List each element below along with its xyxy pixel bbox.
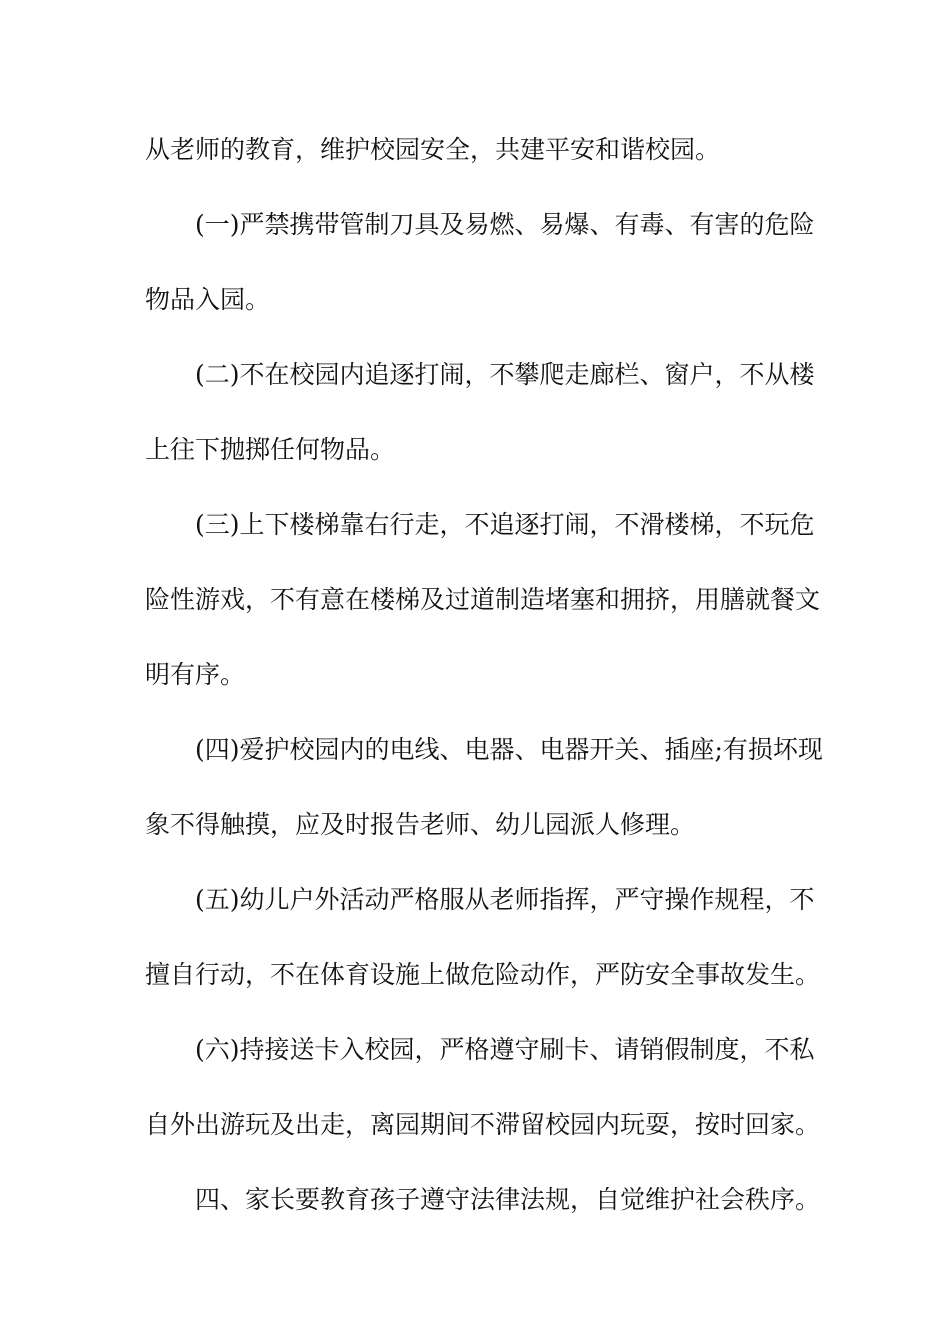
list-item-1-line-1: (一)严禁携带管制刀具及易燃、易爆、有毒、有害的危险 xyxy=(195,210,815,239)
list-item-3-line-1: (三)上下楼梯靠右行走，不追逐打闹，不滑楼梯，不玩危 xyxy=(195,510,815,539)
section-heading-4: 四、家长要教育孩子遵守法律法规，自觉维护社会秩序。 xyxy=(195,1185,821,1214)
list-item-4-line-2: 象不得触摸，应及时报告老师、幼儿园派人修理。 xyxy=(145,810,696,839)
text-line: 从老师的教育，维护校园安全，共建平安和谐校园。 xyxy=(145,135,721,164)
list-item-2-line-2: 上往下抛掷任何物品。 xyxy=(145,435,396,464)
list-item-1-line-2: 物品入园。 xyxy=(145,285,271,314)
list-item-4-line-1: (四)爱护校园内的电线、电器、电器开关、插座;有损坏现 xyxy=(195,735,823,764)
list-item-3-line-2: 险性游戏，不有意在楼梯及过道制造堵塞和拥挤，用膳就餐文 xyxy=(145,585,821,614)
list-item-5-line-2: 擅自行动，不在体育设施上做危险动作，严防安全事故发生。 xyxy=(145,960,821,989)
list-item-5-line-1: (五)幼儿户外活动严格服从老师指挥，严守操作规程，不 xyxy=(195,885,815,914)
list-item-6-line-2: 自外出游玩及出走，离园期间不滞留校园内玩耍，按时回家。 xyxy=(145,1110,821,1139)
list-item-3-line-3: 明有序。 xyxy=(145,660,246,689)
list-item-6-line-1: (六)持接送卡入校园，严格遵守刷卡、请销假制度，不私 xyxy=(195,1035,815,1064)
list-item-2-line-1: (二)不在校园内追逐打闹，不攀爬走廊栏、窗户，不从楼 xyxy=(195,360,815,389)
